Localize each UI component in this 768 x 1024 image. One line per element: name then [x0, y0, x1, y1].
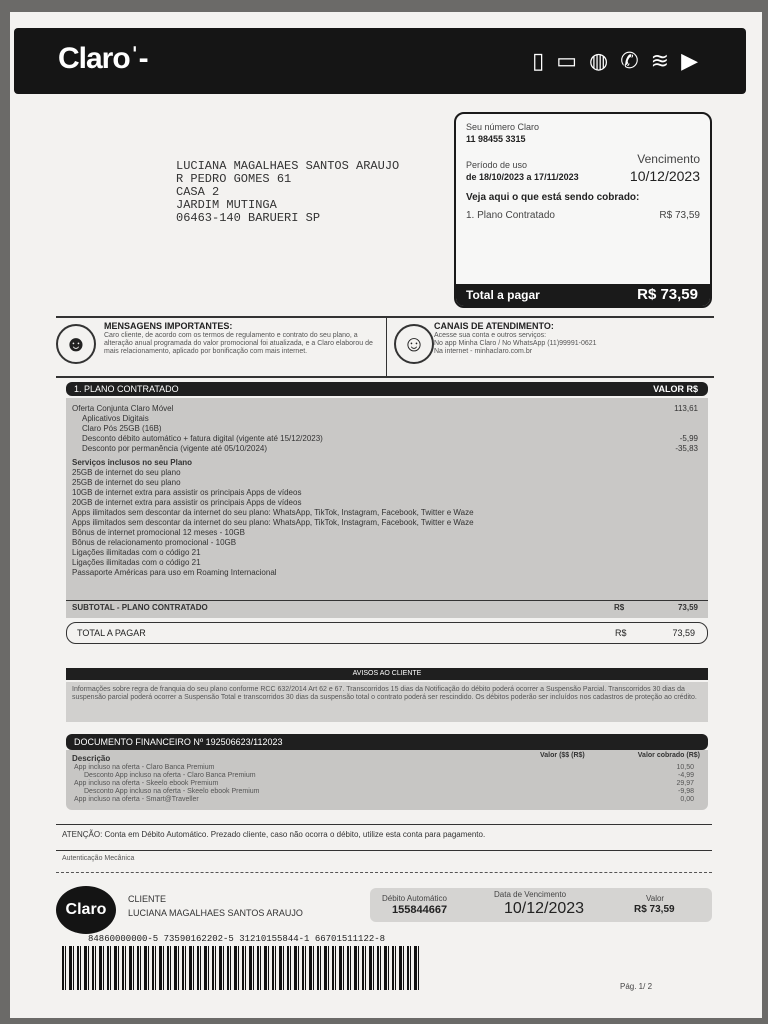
plan-value-column: VALOR R$ — [653, 384, 698, 394]
due-date-label: Data de Vencimento — [494, 890, 567, 899]
customer-label: CLIENTE — [128, 894, 167, 904]
notices-header — [66, 668, 708, 680]
mechanical-authentication: Autenticação Mecânica — [62, 855, 135, 862]
charge-item-value: R$ 73,59 — [659, 210, 700, 221]
period-value: de 18/10/2023 a 17/11/2023 — [466, 172, 579, 182]
sunglasses-face-icon: ☻ — [56, 324, 96, 364]
financial-header — [66, 734, 708, 750]
plan-line: Aplicativos Digitais — [82, 414, 149, 423]
claro-footer-logo: Claro — [56, 886, 116, 934]
number-label: Seu número Claro — [466, 122, 540, 132]
charged-heading: Veja aqui o que está sendo cobrado: — [466, 192, 640, 203]
subtotal-currency: R$ — [614, 603, 625, 612]
address-line: 06463-140 BARUERI SP — [176, 211, 321, 225]
col-description: Descrição — [72, 754, 111, 763]
amount-value: R$ 73,59 — [634, 904, 675, 915]
total-bar — [456, 284, 710, 306]
messages-section — [56, 316, 714, 378]
charge-item-label: 1. Plano Contratado — [466, 210, 555, 221]
service-item: 25GB de internet do seu plano — [72, 468, 181, 477]
total-to-pay-value: 73,59 — [672, 628, 695, 638]
due-date-value: 10/12/2023 — [504, 900, 585, 917]
barcode-digits: 84860000000-5 73590162202-5 31210155844-1 66701511122-8 — [88, 934, 386, 944]
service-item: Bônus de relacionamento promocional - 10GB — [72, 538, 237, 547]
fin-row-desc: App incluso na oferta - Skeelo ebook Premium — [74, 780, 219, 787]
channels-title: CANAIS DE ATENDIMENTO: — [434, 321, 554, 331]
address-line: CASA 2 — [176, 185, 220, 199]
address-line: R PEDRO GOMES 61 — [176, 172, 292, 186]
service-item: 20GB de internet extra para assistir os principais Apps de vídeos — [72, 498, 302, 507]
fin-row-desc: Desconto App incluso na oferta - Claro Banca Premium — [84, 772, 256, 779]
period-label: Período de uso — [466, 160, 528, 170]
auto-debit-label: Débito Automático — [382, 894, 447, 903]
smile-face-icon: ☺ — [394, 324, 434, 364]
plan-details — [66, 398, 708, 618]
plan-line: Oferta Conjunta Claro Móvel — [72, 404, 174, 413]
total-value: R$ 73,59 — [637, 286, 698, 303]
divider — [56, 824, 712, 825]
plan-line: Claro Pós 25GB (16B) — [82, 424, 162, 433]
fin-row-desc: App incluso na oferta - Claro Banca Premium — [74, 764, 215, 771]
service-item: Bônus de internet promocional 12 meses - 10GB — [72, 528, 245, 537]
col-charged: Valor cobrado (R$) — [637, 752, 700, 759]
phone-number: 11 98455 3315 — [466, 134, 526, 144]
page-number: Pág. 1/ 2 — [620, 982, 653, 991]
customer-name: LUCIANA MAGALHAES SANTOS ARAUJO — [128, 908, 303, 918]
subtotal-rule — [66, 600, 708, 601]
service-item: Passaporte Américas para uso em Roaming Internacional — [72, 568, 277, 577]
financial-table — [66, 750, 708, 810]
fin-row-desc: Desconto App incluso na oferta - Skeelo ebook Premium — [84, 788, 260, 795]
fin-row-value: -4,99 — [678, 772, 694, 779]
plan-line-value: -35,83 — [675, 444, 698, 453]
plan-title: 1. PLANO CONTRATADO — [74, 384, 179, 394]
globe-icon: ◍ — [589, 48, 621, 73]
play-icon: ▶ — [681, 48, 710, 73]
messages-title: MENSAGENS IMPORTANTES: — [104, 321, 233, 331]
fin-row-value: 29,97 — [676, 780, 694, 787]
fin-row-value: 10,50 — [676, 764, 694, 771]
services-title: Serviços inclusos no seu Plano — [72, 458, 193, 467]
channel-line: No app Minha Claro / No WhatsApp (11)99991-0621 — [434, 340, 597, 347]
fin-row-value: -9,98 — [678, 788, 694, 795]
fin-row-value: 0,00 — [680, 796, 694, 803]
plan-line-value: -5,99 — [679, 434, 698, 443]
service-channels — [434, 322, 714, 356]
plan-header — [66, 382, 708, 396]
plan-line: Desconto por permanência (vigente até 05/10/2024) — [82, 444, 268, 453]
messages-text: Caro cliente, de acordo com os termos de regulamento e contrato do seu plano, a alteração anual programada do valor promocional foi atualizada, e a Claro elaborou de mais relacionamento, aplicado por bonificação com mais internet. — [104, 332, 373, 355]
divider — [56, 850, 712, 851]
subtotal-value: 73,59 — [677, 603, 698, 612]
plan-line: Desconto débito automático + fatura digital (vigente até 15/12/2023) — [82, 434, 323, 443]
total-to-pay — [66, 622, 708, 644]
service-item: Ligações ilimitadas com o código 21 — [72, 558, 201, 567]
service-item: Apps ilimitados sem descontar da internet do seu plano: WhatsApp, TikTok, Instagram, Facebook, Twitter e Waze — [72, 518, 474, 527]
address-line: JARDIM MUTINGA — [176, 198, 277, 212]
divider — [386, 318, 387, 376]
attention-note: ATENÇÃO: Conta em Débito Automático. Prezado cliente, caso não ocorra o débito, utilize esta conta para pagamento. — [62, 830, 486, 839]
col-value: Valor ($$ (R$) — [540, 752, 585, 759]
wifi-icon: ≋ — [650, 48, 682, 73]
fin-row-desc: App incluso na oferta - Smart@Traveller — [74, 796, 199, 803]
service-icons — [532, 48, 710, 74]
cut-line — [56, 872, 712, 873]
service-item: Ligações ilimitadas com o código 21 — [72, 548, 201, 557]
due-date: 10/12/2023 — [629, 168, 700, 184]
notices-body — [66, 682, 708, 722]
amount-label: Valor — [646, 894, 665, 903]
claro-logo: Claroˈ- — [58, 42, 148, 75]
channel-line: Acesse sua conta e outros serviços: — [434, 332, 547, 339]
payment-box — [370, 888, 712, 922]
phone-icon: ▯ — [532, 48, 557, 73]
address-line: LUCIANA MAGALHAES SANTOS ARAUJO — [176, 159, 400, 173]
total-label: Total a pagar — [466, 288, 540, 302]
barcode — [62, 946, 422, 990]
plan-line-value: 113,61 — [674, 404, 698, 413]
subtotal-label: SUBTOTAL - PLANO CONTRATADO — [72, 603, 208, 612]
total-to-pay-label: TOTAL A PAGAR — [77, 628, 146, 638]
header-bar — [14, 28, 746, 94]
notices-text: Informações sobre regra de franquia do seu plano conforme RCC 632/2014 Art 62 e 67. Transcorridos 15 dias da Notificação do débito poderá ocorrer a Suspensão Parcial. Transcorridos 30 dias da suspensão parcial poderá ocorrer a Suspensão Total e transcorridos 30 dias da suspensão total o contrato poderá ser rescindido. Os débitos poderão ser incluídos nos cadastros de proteção ao crédito. — [72, 686, 697, 701]
handset-icon: ✆ — [620, 48, 651, 73]
service-item: Apps ilimitados sem descontar da internet do seu plano: WhatsApp, TikTok, Instagram, Facebook, Twitter e Waze — [72, 508, 474, 517]
financial-title: DOCUMENTO FINANCEIRO Nº 192506623/112023 — [74, 737, 283, 747]
service-item: 25GB de internet do seu plano — [72, 478, 181, 487]
total-to-pay-currency: R$ — [615, 628, 627, 638]
important-messages — [104, 322, 384, 356]
auto-debit-value: 155844667 — [392, 904, 448, 916]
recipient-address — [176, 160, 399, 225]
due-label: Vencimento — [637, 152, 700, 166]
notices-title: AVISOS AO CLIENTE — [352, 670, 422, 677]
summary-box — [454, 112, 712, 308]
service-item: 10GB de internet extra para assistir os principais Apps de vídeos — [72, 488, 302, 497]
channel-line: Na internet - minhaclaro.com.br — [434, 348, 533, 355]
tablet-icon: ▭ — [556, 48, 589, 73]
